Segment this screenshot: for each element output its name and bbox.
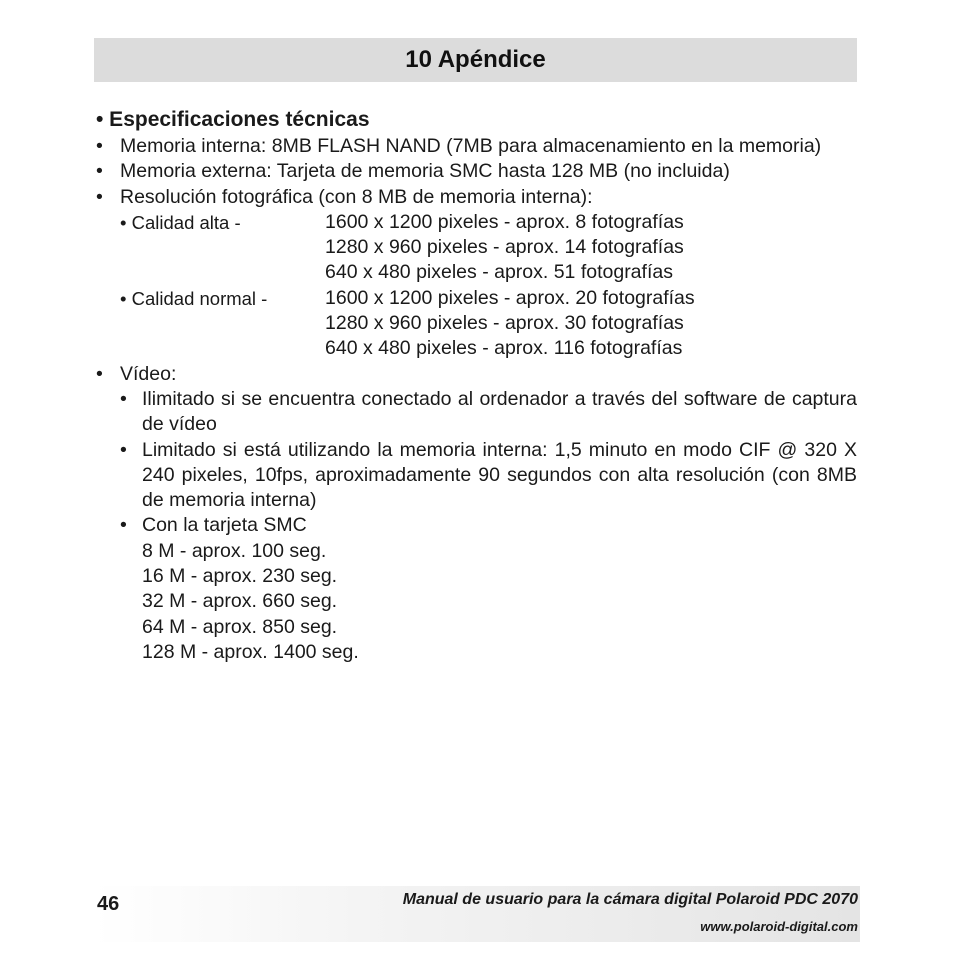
page-number: 46 [97, 893, 120, 915]
bullet: • [120, 514, 127, 537]
bullet: • [120, 438, 127, 461]
spec-internal-memory: Memoria interna: 8MB FLASH NAND (7MB para almacenamiento en la memoria) [120, 135, 822, 157]
spec-photo-resolution: Resolución fotográfica (con 8 MB de memoria interna): [120, 185, 593, 208]
quality-line: 640 x 480 pixeles - aprox. 116 fotografías [325, 337, 683, 360]
list-item [120, 513, 857, 538]
smc-line: 64 M - aprox. 850 seg. [142, 615, 338, 638]
footer-title: Manual de usuario para la cámara digital Polaroid PDC 2070 [402, 891, 858, 908]
bullet: • [96, 135, 103, 157]
list-item [96, 134, 857, 159]
spec-video-label: Vídeo: [120, 362, 177, 385]
smc-line: 32 M - aprox. 660 seg. [142, 590, 338, 613]
bullet: • [96, 185, 103, 208]
list-item [96, 362, 857, 387]
video-item: Ilimitado si se encuentra conectado al ordenador a través del software de captura de vídeo [142, 387, 857, 436]
list-item [120, 387, 857, 438]
specs-content [96, 106, 857, 665]
bullet: • [96, 362, 103, 385]
chapter-title: 10 Apéndice [405, 46, 546, 73]
smc-capacity-list [142, 539, 857, 665]
quality-line: 1600 x 1200 pixeles - aprox. 20 fotografías [325, 286, 695, 309]
smc-line: 16 M - aprox. 230 seg. [142, 565, 338, 588]
footer-url: www.polaroid-digital.com [700, 919, 858, 934]
list-item [96, 159, 857, 184]
smc-line: 8 M - aprox. 100 seg. [142, 539, 327, 562]
list-item [96, 185, 857, 210]
list-item [120, 438, 857, 514]
bullet: • [120, 387, 127, 410]
spec-external-memory: Memoria externa: Tarjeta de memoria SMC hasta 128 MB (no incluida) [120, 160, 730, 183]
quality-high [120, 210, 857, 286]
quality-label: • Calidad normal - [120, 287, 268, 309]
section-title: • Especificaciones técnicas [96, 108, 370, 131]
video-item: Con la tarjeta SMC [142, 514, 307, 537]
video-item: Limitado si está utilizando la memoria interna: 1,5 minuto en modo CIF @ 320 X 240 pixeles, 10fps, aproximadamente 90 segundos con alta resolución (con 8MB de memoria interna) [142, 438, 857, 512]
bullet: • [96, 160, 103, 183]
quality-line: 1280 x 960 pixeles - aprox. 14 fotografías [325, 236, 684, 259]
quality-line: 1600 x 1200 pixeles - aprox. 8 fotografías [325, 210, 684, 233]
quality-label: • Calidad alta - [120, 211, 241, 233]
quality-line: 640 x 480 pixeles - aprox. 51 fotografías [325, 261, 673, 284]
smc-line: 128 M - aprox. 1400 seg. [142, 640, 359, 663]
quality-normal [120, 286, 857, 362]
quality-line: 1280 x 960 pixeles - aprox. 30 fotografías [325, 312, 684, 335]
chapter-header [94, 38, 857, 82]
